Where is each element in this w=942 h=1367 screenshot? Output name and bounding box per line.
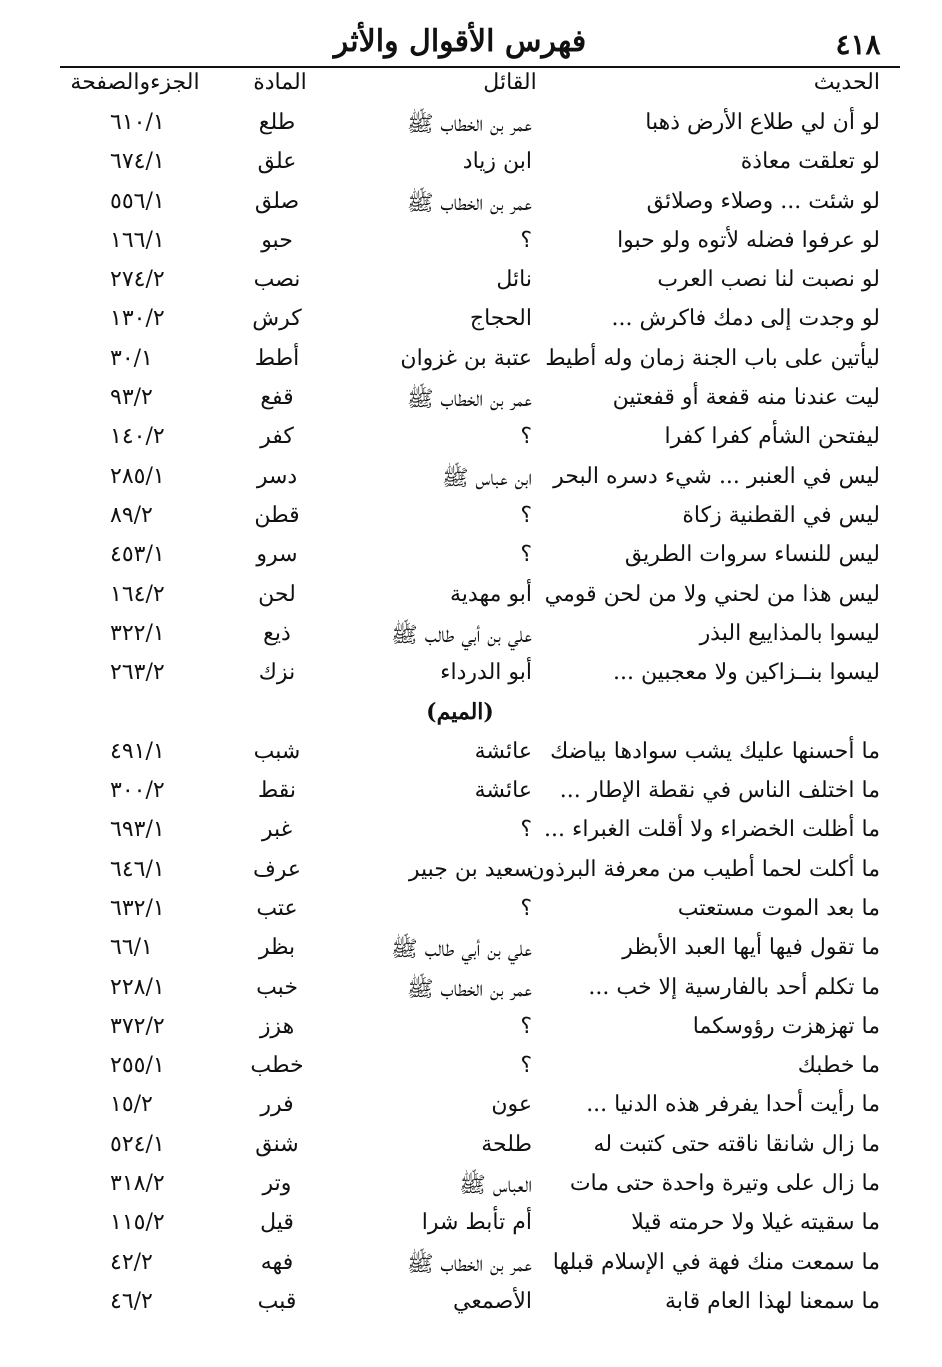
index-row [0, 344, 942, 383]
volume-page-ref: ١٦٤/٢ [110, 581, 165, 607]
volume-page-ref: ٤٩١/١ [110, 738, 165, 764]
hadith-text: ليس في العنبر ... شيء دسره البحر [553, 463, 880, 489]
root-word: فرر [260, 1092, 294, 1118]
volume-page-ref: ١٦٦/١ [110, 227, 165, 253]
index-row [0, 422, 942, 461]
speaker: طلحة [481, 1131, 532, 1157]
root-word: قيل [260, 1210, 294, 1236]
root-word: قطن [254, 502, 300, 528]
index-row [0, 383, 942, 422]
volume-page-ref: ٥٢٤/١ [110, 1131, 165, 1157]
volume-page-ref: ٦١٠/١ [110, 110, 165, 135]
speaker: ؟ [520, 227, 532, 253]
hadith-text: ليسوا بنــزاكين ولا معجبين ... [613, 660, 880, 686]
hadith-text: لو وجدت إلى دمك فاكرش ... [611, 306, 880, 332]
volume-page-ref: ٣٠/١ [110, 345, 153, 371]
volume-page-ref: ٥٥٦/١ [110, 188, 165, 214]
volume-page-ref: ٣١٨/٢ [110, 1171, 165, 1197]
index-row [0, 737, 942, 776]
hadith-text: ما أحسنها عليك يشب سوادها بياضك [550, 738, 880, 764]
hadith-text: ما أكلت لحما أطيب من معرفة البرذون [528, 856, 880, 882]
hadith-text: ما تهزهزت رؤوسكما [692, 1013, 880, 1039]
index-row [0, 1287, 942, 1326]
index-row [0, 108, 942, 147]
index-row [0, 1051, 942, 1090]
root-word: صلق [254, 188, 300, 214]
speaker: ؟ [520, 502, 532, 528]
hadith-text: ما سمعت منك فهة في الإسلام قبلها [552, 1249, 880, 1275]
volume-page-ref: ٢٧٤/٢ [110, 267, 165, 293]
index-row [0, 619, 942, 658]
speaker: العباس ﷺ [459, 1173, 532, 1199]
column-header-root: المادة [253, 70, 307, 95]
volume-page-ref: ٣٢٢/١ [110, 620, 165, 646]
root-word: بظر [258, 935, 296, 961]
speaker: ابن عباس ﷺ [441, 465, 532, 491]
speaker: علي بن أبي طالب ﷺ [391, 937, 532, 963]
hadith-text: ليت عندنا منه قفعة أو قفعتين [612, 385, 880, 411]
index-row [0, 187, 942, 226]
hadith-text: لو شئت ... وصلاء وصلائق [646, 188, 880, 214]
root-word: عرف [252, 856, 302, 882]
root-word: أطط [254, 345, 300, 371]
speaker: أم تأبط شرا [421, 1210, 532, 1236]
root-word: هزز [259, 1013, 295, 1039]
speaker: ؟ [520, 817, 532, 843]
volume-page-ref: ٦٩٣/١ [110, 817, 165, 843]
volume-page-ref: ٤٦/٢ [110, 1288, 153, 1314]
root-word: عتب [256, 895, 298, 921]
index-row [0, 1208, 942, 1247]
hadith-text: ما تقول فيها أيها العبد الأبظر [622, 935, 880, 961]
volume-page-ref: ٣٧٢/٢ [110, 1013, 165, 1039]
speaker: الحجاج [469, 306, 532, 332]
speaker: عمر بن الخطاب ﷺ [406, 190, 532, 216]
section-row [0, 697, 942, 736]
speaker: ؟ [520, 1013, 532, 1039]
volume-page-ref: ٦٧٤/١ [110, 149, 165, 175]
root-word: لحن [258, 581, 296, 607]
volume-page-ref: ٩٣/٢ [110, 385, 153, 411]
volume-page-ref: ٦٤٦/١ [110, 856, 165, 882]
root-word: خطب [250, 1053, 304, 1079]
column-header-volume-page: الجزءوالصفحة [70, 70, 200, 95]
hadith-text: ما رأيت أحدا يفرفر هذه الدنيا ... [586, 1092, 880, 1118]
hadith-text: ما زال شانقا ناقته حتى كتبت له [593, 1131, 880, 1157]
root-word: نصب [253, 267, 301, 293]
root-word: قبب [257, 1288, 297, 1314]
running-title: فهرس الأقوال والأثر [333, 24, 587, 59]
index-row [0, 933, 942, 972]
volume-page-ref: ٢٢٨/١ [110, 974, 165, 1000]
section-heading: (الميم) [426, 699, 494, 726]
root-word: دسر [256, 463, 298, 489]
index-row [0, 147, 942, 186]
speaker: عمر بن الخطاب ﷺ [406, 976, 532, 1002]
volume-page-ref: ٢٨٥/١ [110, 463, 165, 489]
hadith-text: ما تكلم أحد بالفارسية إلا خب ... [588, 974, 880, 1000]
root-word: علق [257, 149, 297, 175]
hadith-text: ما زال على وتيرة واحدة حتى مات [569, 1171, 880, 1197]
root-word: كرش [252, 306, 302, 332]
hadith-text: لو عرفوا فضله لأتوه ولو حبوا [617, 227, 880, 253]
hadith-text: ليس في القطنية زكاة [682, 502, 880, 528]
volume-page-ref: ٣٠٠/٢ [110, 778, 165, 804]
header-rule [60, 66, 900, 68]
hadith-text: ما سمعنا لهذا العام قابة [665, 1288, 880, 1314]
index-row [0, 1012, 942, 1051]
root-word: سرو [256, 542, 298, 568]
hadith-text: لو أن لي طلاع الأرض ذهبا [645, 110, 880, 135]
index-row [0, 304, 942, 343]
speaker: عون [491, 1092, 532, 1118]
index-row [0, 894, 942, 933]
volume-page-ref: ٤٢/٢ [110, 1249, 153, 1275]
hadith-text: ليس هذا من لحني ولا من لحن قومي [544, 581, 880, 607]
index-row [0, 815, 942, 854]
volume-page-ref: ١٣٠/٢ [110, 306, 165, 332]
index-row [0, 265, 942, 304]
index-row [0, 973, 942, 1012]
root-word: شنق [255, 1131, 299, 1157]
hadith-text: ليفتحن الشأم كفرا كفرا [664, 424, 880, 450]
root-word: حبو [261, 227, 293, 253]
root-word: ذيع [263, 620, 291, 646]
volume-page-ref: ٨٩/٢ [110, 502, 153, 528]
root-word: كفر [260, 424, 294, 450]
speaker: أبو مهدية [450, 581, 532, 607]
speaker: عمر بن الخطاب ﷺ [406, 387, 532, 413]
hadith-text: لو تعلقت معاذة [740, 149, 880, 175]
index-row [0, 226, 942, 265]
column-header-speaker: القائل [483, 70, 537, 95]
volume-page-ref: ١٤٠/٢ [110, 424, 165, 450]
speaker: سعيد بن جبير [408, 856, 532, 882]
index-entries [0, 108, 942, 1326]
index-row [0, 540, 942, 579]
volume-page-ref: ٤٥٣/١ [110, 542, 165, 568]
index-row [0, 580, 942, 619]
hadith-text: ما بعد الموت مستعتب [677, 895, 880, 921]
speaker: عمر بن الخطاب ﷺ [406, 1251, 532, 1277]
root-word: طلع [258, 110, 296, 135]
volume-page-ref: ١٥/٢ [110, 1092, 153, 1118]
speaker: الأصمعي [452, 1288, 532, 1314]
speaker: ابن زياد [462, 149, 532, 175]
speaker: عمر بن الخطاب ﷺ [406, 112, 532, 137]
hadith-text: ما خطبك [797, 1053, 880, 1079]
speaker: ؟ [520, 542, 532, 568]
speaker: نائل [496, 267, 532, 293]
volume-page-ref: ٢٥٥/١ [110, 1053, 165, 1079]
speaker: أبو الدرداء [440, 660, 532, 686]
root-word: قفع [260, 385, 294, 411]
root-word: وتر [262, 1171, 292, 1197]
root-word: نزك [258, 660, 296, 686]
speaker: علي بن أبي طالب ﷺ [391, 622, 532, 648]
hadith-text: لو نصبت لنا نصب العرب [657, 267, 880, 293]
column-header-hadith: الحديث [813, 70, 880, 95]
hadith-text: ما سقيته غيلا ولا حرمته قيلا [631, 1210, 880, 1236]
root-word: شبب [253, 738, 301, 764]
speaker: عائشة [474, 778, 532, 804]
volume-page-ref: ٦٦/١ [110, 935, 153, 961]
speaker: ؟ [520, 1053, 532, 1079]
volume-page-ref: ٦٣٢/١ [110, 895, 165, 921]
speaker: عتبة بن غزوان [400, 345, 532, 371]
index-row [0, 658, 942, 697]
root-word: نقط [257, 778, 297, 804]
index-row [0, 776, 942, 815]
index-row [0, 1090, 942, 1129]
index-row [0, 1169, 942, 1208]
volume-page-ref: ٢٦٣/٢ [110, 660, 165, 686]
hadith-text: ليسوا بالمذاييع البذر [699, 620, 880, 646]
root-word: فهه [260, 1249, 294, 1275]
root-word: خبب [256, 974, 298, 1000]
index-row [0, 462, 942, 501]
index-row [0, 1248, 942, 1287]
page-number: ٤١٨ [835, 28, 881, 61]
hadith-text: ما اختلف الناس في نقطة الإطار ... [559, 778, 880, 804]
hadith-text: ليس للنساء سروات الطريق [624, 542, 880, 568]
speaker: ؟ [520, 424, 532, 450]
index-row [0, 1130, 942, 1169]
hadith-text: ليأتين على باب الجنة زمان وله أطيط [545, 345, 880, 371]
speaker: ؟ [520, 895, 532, 921]
index-row [0, 855, 942, 894]
index-row [0, 501, 942, 540]
root-word: غبر [261, 817, 293, 843]
volume-page-ref: ١١٥/٢ [110, 1210, 165, 1236]
speaker: عائشة [474, 738, 532, 764]
hadith-text: ما أظلت الخضراء ولا أقلت الغبراء ... [544, 817, 880, 843]
